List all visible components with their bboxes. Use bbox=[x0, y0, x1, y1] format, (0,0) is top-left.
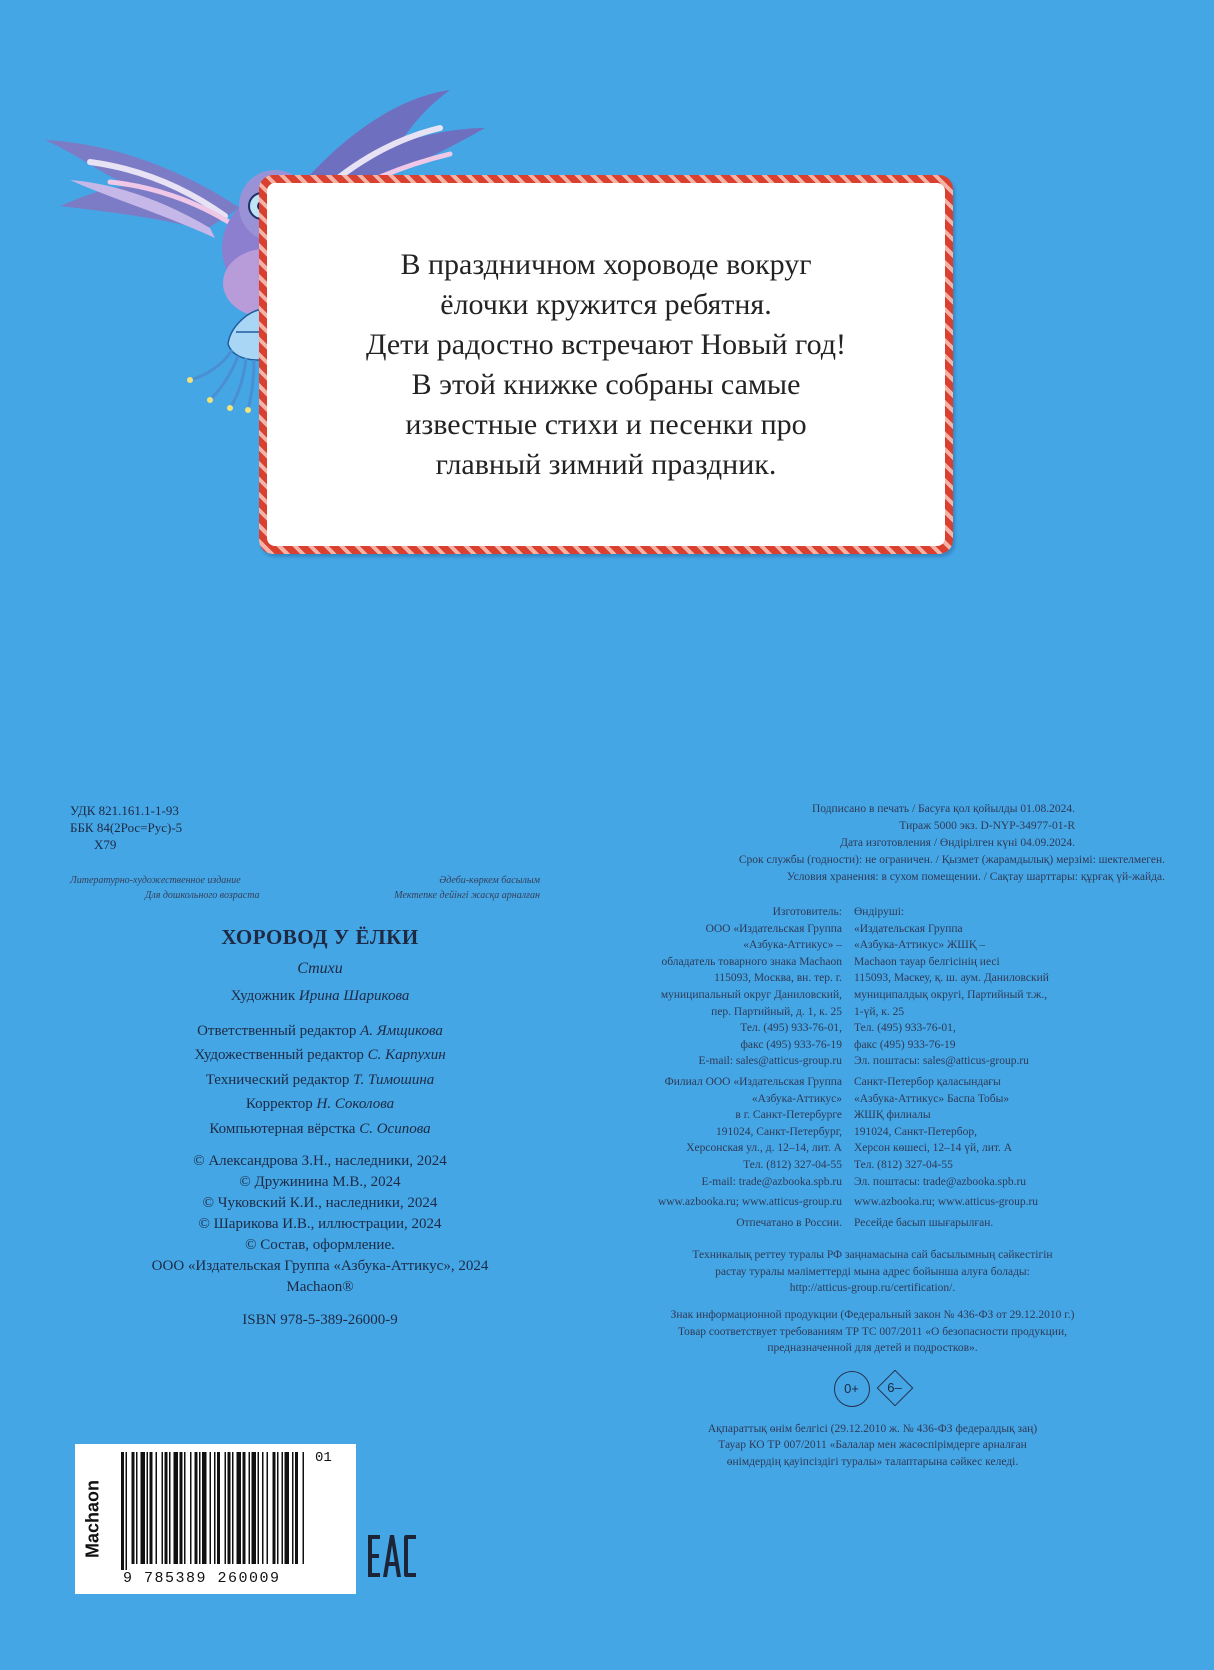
kz-mark-line: Ақпараттық өнім белгісі (29.12.2010 ж. № 436-ФЗ федералдық заң) bbox=[707, 1422, 1038, 1435]
print-info-line: Условия хранения: в сухом помещении. / Сақтау шарттары: құрғақ үй-жайда. bbox=[786, 871, 1165, 883]
mfr-ru-line: в г. Санкт-Петербурге bbox=[735, 1109, 842, 1122]
author-mark: Х79 bbox=[94, 837, 117, 852]
barcode-bar bbox=[147, 1452, 149, 1564]
barcode-suffix: 01 bbox=[315, 1450, 332, 1466]
info-mark-line: предназначенной для детей и подростков». bbox=[767, 1342, 978, 1355]
print-info-line: Тираж 5000 экз. D-NYP-34977-01-R bbox=[899, 820, 1075, 832]
copyright-line: ООО «Издательская Группа «Азбука-Аттикус», 2024 bbox=[151, 1258, 489, 1274]
credit-name: Ирина Шарикова bbox=[298, 988, 410, 1004]
barcode-bar bbox=[141, 1452, 146, 1564]
mfr-kk-line: Machaon тауар белгісінің иесі bbox=[854, 955, 1000, 968]
mfr-kk-line: 115093, Мәскеу, қ. ш. аум. Даниловский bbox=[854, 972, 1049, 985]
mfr-ru-web: www.azbooka.ru; www.atticus-group.ru bbox=[657, 1196, 842, 1209]
mfr-ru-printed: Отпечатано в России. bbox=[736, 1216, 842, 1229]
blurb-text bbox=[366, 245, 846, 485]
print-info-line: Срок службы (годности): не ограничен. / Қызмет (жарамдылық) мерзімі: шектелмеген. bbox=[738, 854, 1165, 866]
age-note-ru: Для дошкольного возраста bbox=[145, 890, 260, 901]
mfr-ru-line: 191024, Санкт-Петербург, bbox=[716, 1125, 842, 1138]
mfr-kk-line: Эл. поштасы: trade@azbooka.spb.ru bbox=[854, 1175, 1027, 1188]
mfr-ru-line: E-mail: trade@azbooka.spb.ru bbox=[701, 1175, 842, 1188]
blurb-line: главный зимний праздник. bbox=[435, 447, 777, 481]
barcode-bar bbox=[277, 1452, 279, 1564]
barcode-bar bbox=[237, 1452, 242, 1564]
book-title: ХОРОВОД У ЁЛКИ bbox=[221, 925, 419, 949]
credit-line bbox=[100, 984, 540, 1009]
barcode-bar bbox=[258, 1452, 260, 1564]
barcode-bar bbox=[252, 1452, 257, 1564]
mfr-ru-line: Филиал ООО «Издательская Группа bbox=[664, 1075, 842, 1088]
copyright-line: Machaon® bbox=[286, 1279, 354, 1295]
cert-line: Техникалық реттеу туралы РФ заңнамасына сай басылымның сәйкестігін bbox=[692, 1249, 1053, 1262]
barcode-bar bbox=[303, 1452, 305, 1564]
blurb-line: В этой книжке собраны самые bbox=[411, 367, 801, 401]
edition-note-kk: Әдеби-көркем басылым bbox=[439, 875, 540, 886]
age-rating-diamond bbox=[878, 1371, 912, 1405]
mfr-ru-line: E-mail: sales@atticus-group.ru bbox=[698, 1055, 842, 1068]
barcode-bar bbox=[292, 1452, 294, 1564]
mfr-ru-line: факс (495) 933-76-19 bbox=[740, 1038, 842, 1051]
manufacturer-kk bbox=[854, 904, 1154, 1231]
mfr-kk-line: Өндіруші: bbox=[854, 906, 905, 918]
credit-role: Технический редактор bbox=[205, 1071, 350, 1088]
info-mark-line: Товар соответствует требованиям ТР ТС 007/2011 «О безопасности продукции, bbox=[678, 1325, 1067, 1338]
credit-line bbox=[100, 1117, 540, 1142]
blurb-line: В праздничном хороводе вокруг bbox=[400, 247, 812, 281]
mfr-kk-line: Тел. (812) 327-04-55 bbox=[854, 1158, 953, 1171]
blurb-line: Дети радостно встречают Новый год! bbox=[366, 327, 846, 361]
copyright-list bbox=[100, 1151, 540, 1298]
credit-role: Компьютерная вёрстка bbox=[209, 1120, 356, 1137]
blurb-line: ёлочки кружится ребятня. bbox=[440, 287, 772, 321]
print-info-line: Дата изготовления / Өндірілген күні 04.09.2024. bbox=[840, 837, 1075, 849]
book-genre: Стихи bbox=[297, 960, 343, 977]
barcode-bar bbox=[121, 1452, 124, 1570]
copyright-line: © Александрова З.Н., наследники, 2024 bbox=[193, 1153, 447, 1169]
barcode-bar bbox=[195, 1452, 198, 1564]
mfr-ru-line: ООО «Издательская Группа bbox=[705, 922, 842, 935]
barcode-bar bbox=[285, 1452, 290, 1564]
mfr-kk-line: 1-үй, к. 25 bbox=[854, 1005, 905, 1018]
barcode-bar bbox=[174, 1452, 179, 1564]
mfr-kk-web: www.azbooka.ru; www.atticus-group.ru bbox=[854, 1196, 1039, 1209]
bbk-code: ББК 84(2Рос=Рус)-5 bbox=[70, 820, 183, 835]
mfr-ru-line: Тел. (495) 933-76-01, bbox=[740, 1022, 842, 1035]
mfr-kk-line: 191024, Санкт-Петербор, bbox=[854, 1125, 977, 1138]
mfr-ru-line: Тел. (812) 327-04-55 bbox=[743, 1158, 842, 1171]
barcode-bar bbox=[202, 1452, 207, 1564]
barcode-bar bbox=[169, 1452, 171, 1564]
mfr-kk-line: факс (495) 933-76-19 bbox=[854, 1038, 956, 1051]
credit-name: С. Осипова bbox=[359, 1120, 431, 1137]
mfr-kk-line: Тел. (495) 933-76-01, bbox=[854, 1022, 956, 1035]
barcode-bar bbox=[243, 1452, 246, 1564]
udk-code: УДК 821.161.1-1-93 bbox=[70, 803, 179, 818]
kz-mark-line: өнімдердің қауіпсіздігі туралы» талаптарына сәйкес келеді. bbox=[726, 1456, 1019, 1469]
cert-line: http://atticus-group.ru/certification/. bbox=[789, 1282, 956, 1295]
eac-mark-icon bbox=[368, 1535, 416, 1577]
barcode-digits: 9 785389 260009 bbox=[123, 1570, 281, 1587]
credit-name: А. Ямщикова bbox=[360, 1022, 443, 1039]
age-note-kk: Мектепке дейінгі жасқа арналған bbox=[394, 890, 540, 901]
copyright-line: © Дружинина М.В., 2024 bbox=[239, 1174, 401, 1190]
credit-name: С. Карпухин bbox=[367, 1047, 446, 1063]
kz-info-mark bbox=[580, 1421, 1165, 1471]
barcode-bar bbox=[150, 1452, 153, 1564]
credit-role: Художественный редактор bbox=[194, 1047, 364, 1063]
credit-line bbox=[100, 1068, 540, 1093]
credit-name: Н. Соколова bbox=[316, 1096, 395, 1112]
barcode-bar bbox=[126, 1452, 128, 1570]
barcode-bar bbox=[199, 1452, 201, 1564]
imprint-right bbox=[580, 801, 1165, 1471]
barcode-bar bbox=[217, 1452, 220, 1564]
info-mark-line: Знак информационной продукции (Федеральный закон № 436-ФЗ от 29.12.2010 г.) bbox=[670, 1309, 1075, 1322]
barcode-bar bbox=[228, 1452, 231, 1564]
barcode-bar bbox=[225, 1452, 227, 1564]
credit-line bbox=[100, 1092, 540, 1117]
mfr-kk-line: Санкт-Петербор қаласындағы bbox=[854, 1075, 1001, 1088]
imprint-center bbox=[100, 925, 540, 1329]
mfr-ru-line: 115093, Москва, вн. тер. г. bbox=[714, 972, 842, 985]
mfr-ru-line: «Азбука-Аттикус» – bbox=[743, 939, 842, 952]
credits-list bbox=[100, 984, 540, 1141]
info-mark-note bbox=[580, 1307, 1165, 1357]
barcode-bar bbox=[165, 1452, 168, 1564]
print-info-line: Подписано в печать / Басуға қол қойылды 01.08.2024. bbox=[811, 803, 1075, 815]
mfr-ru-line: Изготовитель: bbox=[772, 906, 842, 918]
cert-line: растау туралы мәліметтерді мына адрес бойынша алуға болады: bbox=[715, 1265, 1030, 1278]
credit-line bbox=[100, 1043, 540, 1068]
copyright-line: © Состав, оформление. bbox=[245, 1237, 395, 1253]
mfr-kk-line: муниципалдық округі, Партийный т.ж., bbox=[854, 988, 1048, 1001]
credit-name: Т. Тимошина bbox=[353, 1071, 435, 1088]
barcode-bar bbox=[210, 1452, 212, 1564]
blurb-inner bbox=[267, 183, 945, 546]
barcode-bar bbox=[132, 1452, 135, 1564]
barcode-bar bbox=[273, 1452, 276, 1564]
copyright-line: © Чуковский К.И., наследники, 2024 bbox=[202, 1195, 438, 1211]
machaon-logo bbox=[81, 1454, 105, 1584]
classification-codes bbox=[70, 802, 540, 853]
credit-line bbox=[100, 1019, 540, 1044]
blurb-card bbox=[259, 175, 953, 554]
barcode-panel bbox=[75, 1444, 356, 1594]
barcode-bar bbox=[136, 1452, 138, 1564]
copyright-line: © Шарикова И.В., иллюстрации, 2024 bbox=[198, 1216, 442, 1232]
barcode-bar bbox=[190, 1452, 192, 1564]
barcode-bar bbox=[214, 1452, 216, 1564]
credit-role: Корректор bbox=[245, 1096, 313, 1112]
barcode-bar bbox=[156, 1452, 158, 1564]
barcode-bar bbox=[162, 1452, 164, 1564]
age-rating-diamond-label: 6– bbox=[887, 1380, 902, 1396]
barcode-bar bbox=[249, 1452, 251, 1564]
blurb-line: известные стихи и песенки про bbox=[405, 407, 807, 441]
mfr-ru-line: обладатель товарного знака Machaon bbox=[661, 955, 842, 968]
barcode-bar bbox=[262, 1452, 264, 1564]
credit-role: Художник bbox=[230, 988, 296, 1004]
mfr-ru-line: Херсонская ул., д. 12–14, лит. А bbox=[686, 1142, 842, 1155]
manufacturer-ru bbox=[580, 904, 854, 1231]
manufacturer-info bbox=[580, 904, 1165, 1231]
barcode-bar bbox=[267, 1452, 269, 1564]
mfr-ru-line: «Азбука-Аттикус» bbox=[751, 1092, 842, 1105]
barcode-icon bbox=[119, 1452, 309, 1570]
print-info bbox=[580, 801, 1165, 886]
barcode-bar bbox=[184, 1452, 186, 1564]
age-rating-circle: 0+ bbox=[834, 1371, 870, 1407]
barcode-bar bbox=[232, 1452, 234, 1564]
mfr-kk-line: Эл. поштасы: sales@atticus-group.ru bbox=[854, 1055, 1029, 1068]
mfr-kk-line: «Азбука-Аттикус» Баспа Тобы» bbox=[854, 1092, 1010, 1105]
credit-role: Ответственный редактор bbox=[197, 1022, 357, 1039]
mfr-kk-line: ЖШҚ филиалы bbox=[854, 1109, 931, 1122]
mfr-kk-printed: Ресейде басып шығарылған. bbox=[854, 1216, 994, 1229]
mfr-ru-line: пер. Партийный, д. 1, к. 25 bbox=[711, 1005, 842, 1018]
edition-note-ru: Литературно-художественное издание bbox=[70, 875, 241, 886]
machaon-logo-text: Machaon bbox=[82, 1479, 103, 1559]
barcode-bar bbox=[282, 1452, 284, 1564]
barcode-bar bbox=[180, 1452, 183, 1564]
mfr-ru-line: муниципальный округ Даниловский, bbox=[660, 988, 842, 1001]
mfr-kk-line: «Издательская Группа bbox=[854, 922, 963, 935]
barcode-bar bbox=[295, 1452, 298, 1564]
isbn: ISBN 978-5-389-26000-9 bbox=[242, 1312, 398, 1328]
mfr-kk-line: Херсон көшесі, 12–14 үй, лит. А bbox=[854, 1142, 1013, 1155]
kz-mark-line: Тауар КО ТР 007/2011 «Балалар мен жасөспірімдерге арналған bbox=[718, 1439, 1027, 1452]
age-rating-badges bbox=[580, 1371, 1165, 1407]
edition-notes bbox=[70, 873, 540, 903]
certification-note bbox=[580, 1247, 1165, 1297]
mfr-kk-line: «Азбука-Аттикус» ЖШҚ – bbox=[854, 939, 986, 952]
